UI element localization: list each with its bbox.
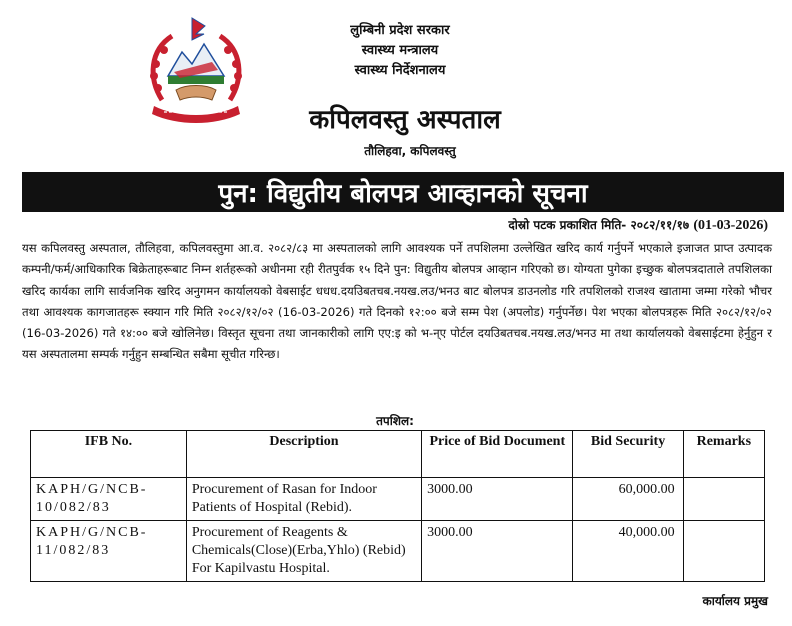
header-remarks: Remarks	[683, 431, 764, 478]
nepal-government-emblem-icon	[142, 14, 250, 132]
remarks-cell	[683, 478, 764, 521]
ifb-number: KAPH/G/NCB-10/082/83	[31, 478, 187, 521]
remarks-cell	[683, 521, 764, 582]
table-row	[31, 478, 765, 521]
header-price-of-bid-document: Price of Bid Document	[422, 431, 573, 478]
notice-title-banner	[22, 172, 784, 212]
header-description: Description	[186, 431, 421, 478]
header-bid-security: Bid Security	[573, 431, 683, 478]
notice-title: पुन: विद्युतीय बोलपत्र आव्हानको सूचना	[218, 179, 588, 209]
description-cell: Procurement of Reagents & Chemicals(Close)(Erba,Yhlo) (Rebid) For Kapilvastu Hospital.	[186, 521, 421, 582]
province-government-title: लुम्बिनी प्रदेश सरकार	[350, 23, 450, 38]
description-cell: Procurement of Rasan for Indoor Patients of Hospital (Rebid).	[186, 478, 421, 521]
table-header-row	[31, 431, 765, 478]
ministry-title: स्वास्थ्य मन्त्रालय	[361, 43, 439, 58]
bid-schedule-table	[30, 430, 765, 582]
office-chief-signature: कार्यालय प्रमुख	[702, 594, 768, 608]
bid-security-cell: 60,000.00	[573, 478, 683, 521]
hospital-address: तौलिहवा, कपिलवस्तु	[364, 144, 456, 158]
bid-security-cell: 40,000.00	[573, 521, 683, 582]
table-row	[31, 521, 765, 582]
notice-body: यस कपिलवस्तु अस्पताल, तौलिहवा, कपिलवस्तुमा आ.व. २०८२/८३ मा अस्पतालको लागि आवश्यक पर्ने तपशिलमा उल्लेखित खरिद कार्य गर्नुपर्ने भएकाले इजाजत प्राप्त उत्पादक कम्पनी/फर्म/आधिकारिक बिक्रेताहरूबाट निम्न शर्तहरूको अधीनमा रही रीतपुर्वक १५ दिने पुन: विद्युतीय बोलपत्र आव्हान गरिएको छ। योग्यता पुगेका इच्छुक बोलपत्रदाताले तपशिलका खरिद कार्यका लागि सार्वजनिक खरिद अनुगमन कार्यालयको वेबसाईट धधध.दयउिबतचब.नयख.लउ/भनउ बाट बोलपत्र डाउनलोड गरि तपशिलको राजश्व खातामा जम्मा गरेको भौचर तथा आवश्यक कागजातहरू स्क्यान गरि मिति २०८२/१२/०२ (16-03-2026) गते दिनको १२:०० बजे सम्म पेश (अपलोड) गर्नुपर्नेछ। पेश भएका बोलपत्रहरू मिति २०८२/१२/०२ (16-03-2026) गते १४:०० बजे खोलिनेछ। विस्तृत सूचना तथा जानकारीको लागि एए:इ को भ-न्ए पोर्टल दयउिबतचब.नयख.लउ/भनउ मा तथा कार्यालयको वेबसाईटमा हेर्नुहुन र यस अस्पतालमा सम्पर्क गर्नुहुन सम्बन्धित सबैमा सूचीत गरिन्छ।	[22, 241, 772, 362]
publication-date	[508, 216, 768, 234]
schedule-label: तपशिल:	[376, 414, 414, 428]
header-ifb-no: IFB No.	[31, 431, 187, 478]
hospital-name: कपिलवस्तु अस्पताल	[309, 105, 501, 135]
price-cell: 3000.00	[422, 478, 573, 521]
directorate-title: स्वास्थ्य निर्देशनालय	[354, 63, 446, 78]
publication-label: दोस्रो पटक प्रकाशित मिति- २०८२/११/१७	[508, 218, 690, 232]
price-cell: 3000.00	[422, 521, 573, 582]
ifb-number: KAPH/G/NCB-11/082/83	[31, 521, 187, 582]
publication-date-ad: (01-03-2026)	[693, 218, 768, 233]
